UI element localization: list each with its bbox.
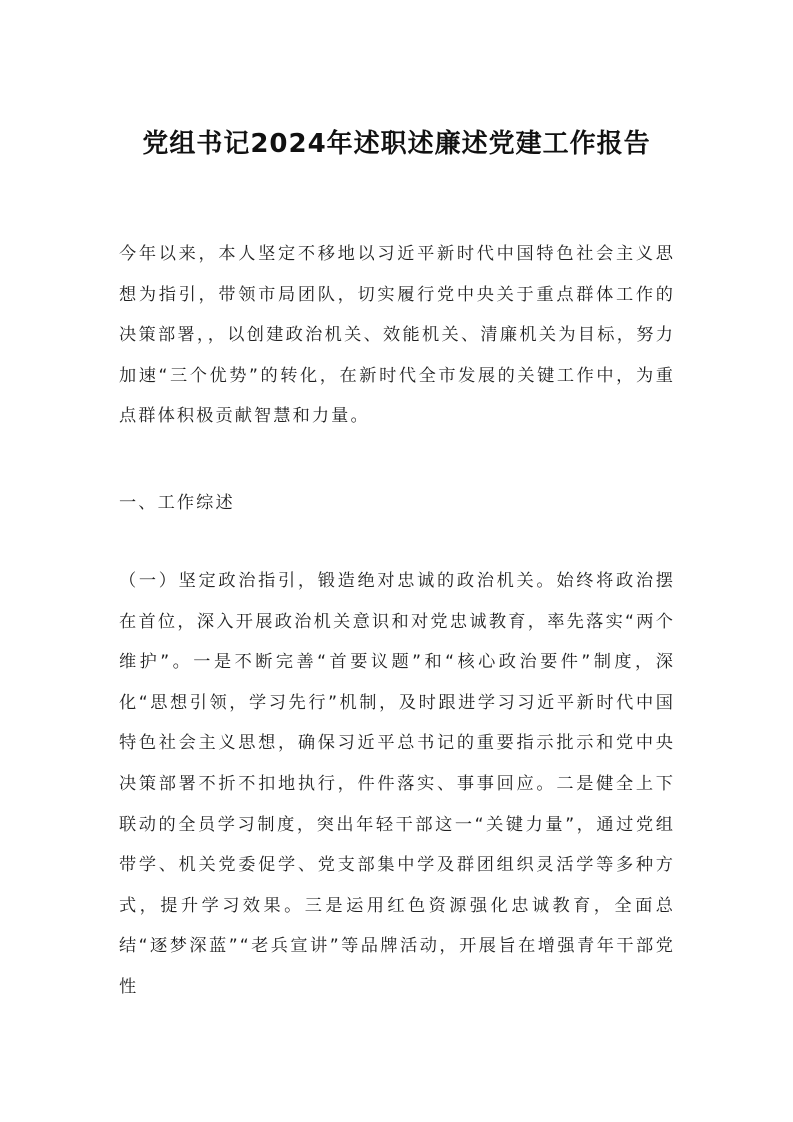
section-paragraph: （一）坚定政治指引，锻造绝对忠诚的政治机关。始终将政治摆在首位，深入开展政治机关意识和对党忠诚教育，率先落实“两个维护”。一是不断完善“首要议题”和“核心政治要件”制度，深化“思想引领，学习先行”机制，及时跟进学习习近平新时代中国特色社会主义思想，确保习近平总书记的重要指示批示和党中央决策部署不折不扣地执行，件件落实、事事回应。二是健全上下联动的全员学习制度，突出年轻干部这一“关键力量”，通过党组带学、机关党委促学、党支部集中学及群团组织灵活学等多种方式，提升学习效果。三是运用红色资源强化忠诚教育，全面总结“逐梦深蓝”“老兵宣讲”等品牌活动，开展旨在增强青年干部党性	[119, 571, 675, 997]
intro-paragraph: 今年以来，本人坚定不移地以习近平新时代中国特色社会主义思想为指引，带领市局团队，切实履行党中央关于重点群体工作的决策部署，，以创建政治机关、效能机关、清廉机关为目标，努力加速“三个优势”的转化，在新时代全市发展的关键工作中，为重点群体积极贡献智慧和力量。	[119, 244, 675, 427]
document-title: 党组书记2024年述职述廉述党建工作报告	[142, 129, 651, 159]
section-heading: 一、工作综述	[119, 493, 235, 513]
